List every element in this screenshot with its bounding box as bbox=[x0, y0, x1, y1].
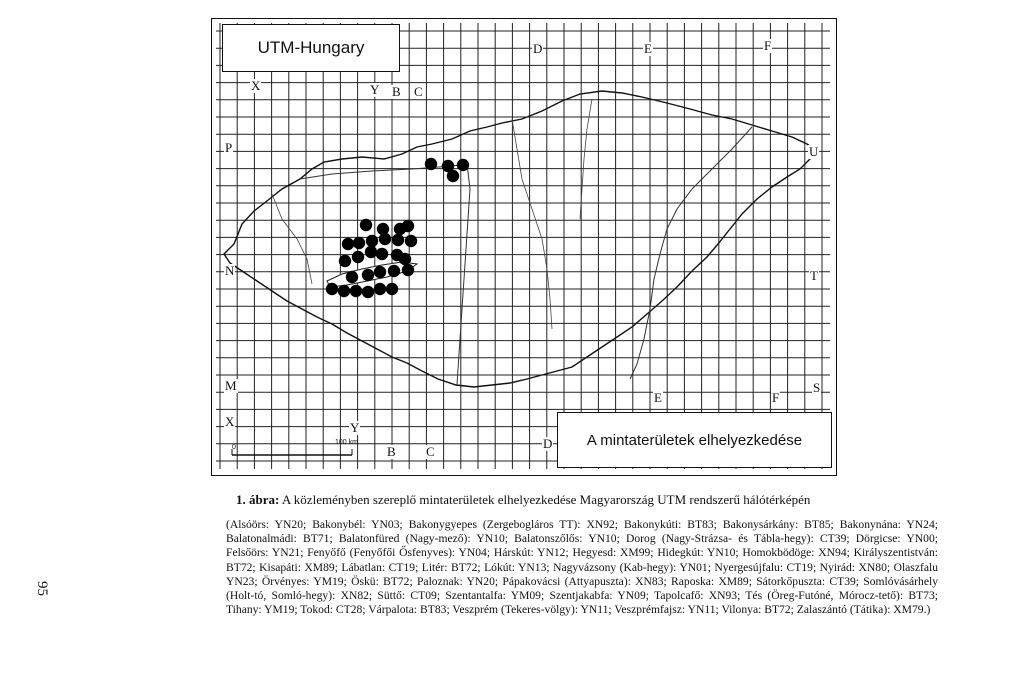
scale-start-label: 0 bbox=[232, 444, 236, 451]
sample-site-dot bbox=[339, 255, 351, 267]
grid-label-f-top: F bbox=[764, 38, 772, 53]
grid-label-c-top: C bbox=[414, 84, 423, 99]
grid-label-d-bottom: D bbox=[543, 436, 553, 451]
figure-label: 1. ábra: bbox=[236, 492, 280, 507]
sample-site-dot bbox=[350, 285, 362, 297]
sample-site-dot bbox=[353, 237, 365, 249]
grid-label-b-bottom: B bbox=[387, 444, 396, 459]
grid-label-t: T bbox=[810, 268, 818, 283]
sample-site-dot bbox=[388, 265, 400, 277]
sample-site-dot bbox=[405, 235, 417, 247]
sample-site-dot bbox=[386, 283, 398, 295]
sample-site-dot bbox=[362, 286, 374, 298]
minor-river bbox=[512, 119, 552, 329]
sample-site-dot bbox=[362, 269, 374, 281]
utm-grid-map bbox=[212, 19, 835, 474]
sample-site-dot bbox=[338, 285, 350, 297]
sample-site-dot bbox=[352, 251, 364, 263]
grid-label-d-top: D bbox=[533, 41, 543, 56]
location-list: (Alsóörs: YN20; Bakonybél: YN03; Bakonygyepes (Zergebogláros TT): XN92; Bakonykúti: BT83; Bakonysárkány: BT85; Bakonynána: YN24; Balatonalmádi: BT71; Balatonfüred (Nagy-mező): YN10; Balatonszőlős: YN10; Dorog (Nagy-Strázsa- és Tábla-hegy): CT39; Dörgicse: YN00; Felsőörs: YN21; Fenyőfő (Fenyőfői Ősfenyves): YN04; Hárskút: YN12; Hegyesd: XM99; Hidegkút: YN10; Homokbödöge: XN94; Királyszentistván: BT72; Kisapáti: XM89; Lábatlan: CT19; Litér: BT72; Lókút: YN13; Nagyvázsony (Kab-hegy): YN01; Nyergesújfalu: CT19; Nyirád: XN80; Olaszfalu YN23; Örvényes: YM19; Öskü: BT72; Paloznak: YN20; Pápakovácsi (Attyapuszta): XN83; Raposka: XM89; Sátorkőpuszta: CT39; Somlóvásárhely (Holt-tó, Somló-hegy): XN82; Süttő: CT09; Szentantalfa: YM09; Szentjakabfa: YN09; Tapolcafő: XN93; Tés (Öreg-Futóné, Mórocz-tető): BT73; Tihany: YM19; Tokod: CT28; Várpalota: BT83; Veszprém (Tekeres-völgy): YN11; Veszprémfajsz: YN11; Vilonya: BT72; Zalaszántó (Tátika): XM79.) bbox=[226, 518, 938, 617]
map-legend: A mintaterületek elhelyezkedése bbox=[557, 412, 832, 468]
sample-site-dot bbox=[392, 234, 404, 246]
sample-site-dot bbox=[374, 283, 386, 295]
grid-label-u: U bbox=[809, 144, 819, 159]
figure-caption bbox=[236, 492, 811, 508]
sample-site-dot bbox=[399, 253, 411, 265]
sample-site-dot bbox=[425, 158, 437, 170]
tisza-river bbox=[630, 127, 752, 379]
sample-site-dot bbox=[366, 235, 378, 247]
utm-grid bbox=[216, 23, 830, 469]
sample-site-dot bbox=[457, 159, 469, 171]
grid-label-y-bottom: Y bbox=[350, 420, 360, 435]
sample-site-dot bbox=[346, 271, 358, 283]
grid-label-x-bottom: X bbox=[225, 414, 235, 429]
sample-site-dots bbox=[326, 158, 469, 298]
sample-site-dot bbox=[376, 248, 388, 260]
grid-label-f-bottom: F bbox=[772, 390, 780, 405]
hungary-outline bbox=[224, 91, 817, 387]
sample-site-dot bbox=[326, 283, 338, 295]
sample-site-dot bbox=[379, 233, 391, 245]
scale-end-label: 100 km bbox=[335, 439, 358, 446]
grid-label-c-bottom: C bbox=[426, 444, 435, 459]
grid-label-s: S bbox=[813, 380, 821, 395]
grid-label-n: N bbox=[225, 263, 235, 278]
page-number: 95 bbox=[34, 581, 50, 596]
grid-label-e-top: E bbox=[644, 41, 652, 56]
grid-label-x-top: X bbox=[251, 78, 261, 93]
sample-site-dot bbox=[374, 266, 386, 278]
sample-site-dot bbox=[402, 220, 414, 232]
utm-map bbox=[211, 18, 837, 476]
map-title: UTM-Hungary bbox=[222, 24, 400, 72]
sample-site-dot bbox=[342, 238, 354, 250]
sample-site-dot bbox=[365, 246, 377, 258]
grid-label-p: P bbox=[225, 140, 233, 155]
figure-caption-text: A közleményben szereplő mintaterületek elhelyezkedése Magyarország UTM rendszerű hálótérképén bbox=[281, 492, 811, 507]
grid-label-y-top: Y bbox=[370, 82, 380, 97]
sample-site-dot bbox=[360, 219, 372, 231]
sample-site-dot bbox=[402, 264, 414, 276]
grid-label-m: M bbox=[225, 378, 237, 393]
sample-site-dot bbox=[447, 170, 459, 182]
grid-label-e-bottom: E bbox=[654, 390, 662, 405]
grid-label-b-top: B bbox=[392, 84, 401, 99]
